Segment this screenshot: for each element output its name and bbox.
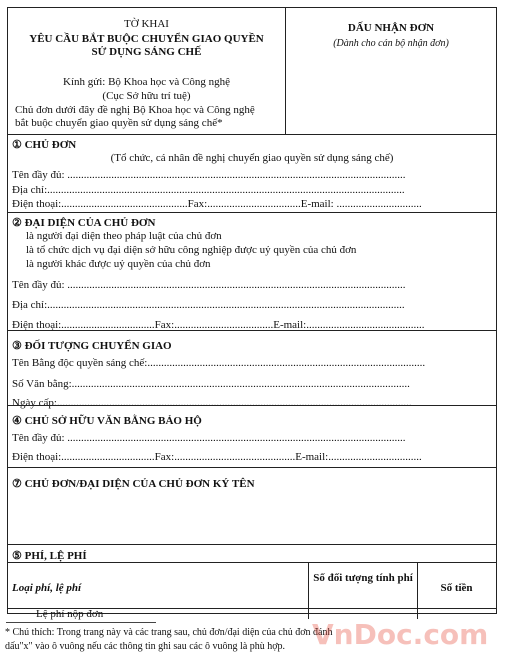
rep-address-field[interactable]: Địa chỉ:.................................................................................................................................. bbox=[12, 299, 405, 311]
recipient-line2: (Cục Sở hữu trí tuệ) bbox=[102, 90, 191, 102]
fee-col-amount: Số tiền bbox=[440, 582, 473, 594]
section-patent-owner bbox=[8, 405, 496, 467]
fee-col-type: Loại phí, lệ phí bbox=[12, 582, 82, 594]
section-signature bbox=[8, 467, 496, 544]
recipient-line1: Kính gửi: Bộ Khoa học và Công nghệ bbox=[63, 76, 230, 88]
section-fees-title: ⑤ PHÍ, LỆ PHÍ bbox=[12, 550, 87, 562]
section-transfer-object-title: ③ ĐỐI TƯỢNG CHUYỂN GIAO bbox=[12, 340, 172, 352]
watermark-logo: VnDoc.com bbox=[312, 618, 489, 651]
section-transfer-object bbox=[8, 330, 496, 410]
fee-row-filing-fee: Lệ phí nộp đơn bbox=[36, 608, 104, 620]
form-header bbox=[8, 8, 285, 134]
rep-name-field[interactable]: Tên đầy đủ: ........................................................................................................................... bbox=[12, 279, 406, 291]
request-form bbox=[7, 7, 497, 620]
form-title-line1: YÊU CẦU BẮT BUỘC CHUYỂN GIAO QUYỀN bbox=[29, 33, 264, 45]
request-line2: bắt buộc chuyển giao quyền sử dụng sáng chế* bbox=[15, 117, 223, 129]
form-title-line2: SỬ DỤNG SÁNG CHẾ bbox=[91, 46, 202, 58]
rep-contact-field[interactable]: Điện thoại:..................................Fax:....................................E-mail:........................................... bbox=[12, 319, 425, 331]
stamp-box-title: DẤU NHẬN ĐƠN bbox=[347, 22, 435, 34]
patent-name-field[interactable]: Tên Bằng độc quyền sáng chế:..................................................................................................... bbox=[12, 357, 426, 369]
section-representative-title: ② ĐẠI DIỆN CỦA CHỦ ĐƠN bbox=[12, 217, 156, 229]
fee-table-header bbox=[8, 562, 496, 611]
section-signature-title: ⑦ CHỦ ĐƠN/ĐẠI DIỆN CỦA CHỦ ĐƠN KÝ TÊN bbox=[12, 478, 255, 490]
footnote-line2: dấu"x" vào ô vuông nếu các thông tin ghi sau các ô vuông là phù hợp. bbox=[5, 641, 286, 652]
section-fees bbox=[8, 544, 496, 620]
rep-option-ip-agency[interactable]: là tổ chức dịch vụ đại diện sở hữu công nghiệp được uỷ quyền của chủ đơn bbox=[26, 244, 357, 256]
footnote-line1: * Chú thích: Trong trang này và các trang sau, chủ đơn/đại diện của chủ đơn đánh bbox=[5, 627, 333, 638]
fee-table-divider bbox=[308, 609, 309, 619]
owner-contact-field[interactable]: Điện thoại:..................................Fax:............................................E-mail:.................................. bbox=[12, 451, 422, 463]
owner-name-field[interactable]: Tên đầy đủ: ........................................................................................................................... bbox=[12, 432, 406, 444]
section-patent-owner-title: ④ CHỦ SỞ HỮU VĂN BẰNG BẢO HỘ bbox=[12, 415, 202, 427]
section-applicant-title: ① CHỦ ĐƠN bbox=[12, 139, 77, 151]
applicant-name-field[interactable]: Tên đầy đủ: ........................................................................................................................... bbox=[12, 169, 406, 181]
applicant-contact-field[interactable]: Điện thoại:..............................................Fax:..................................E-mail: ............................... bbox=[12, 198, 422, 210]
footnote-separator bbox=[6, 622, 156, 623]
fee-col-count: Số đối tượng tính phí bbox=[313, 572, 413, 584]
fee-table-divider bbox=[308, 563, 309, 611]
grant-date-field[interactable]: Ngày cấp:................................................................................................................................. bbox=[12, 397, 412, 409]
form-type: TỜ KHAI bbox=[124, 18, 169, 30]
request-line1: Chủ đơn dưới đây đề nghị Bộ Khoa học và Công nghệ bbox=[15, 104, 255, 116]
section-applicant bbox=[8, 134, 496, 212]
receipt-stamp-box bbox=[285, 8, 496, 134]
section-representative bbox=[8, 212, 496, 336]
section-applicant-subtitle: (Tổ chức, cá nhân đề nghị chuyển giao quyền sử dụng sáng chế) bbox=[110, 152, 394, 164]
rep-option-legal[interactable]: là người đại diện theo pháp luật của chủ đơn bbox=[26, 230, 222, 242]
rep-option-other[interactable]: là người khác được uỷ quyền của chủ đơn bbox=[26, 258, 211, 270]
patent-number-field[interactable]: Số Văn bằng:........................................................................................................................... bbox=[12, 378, 410, 390]
stamp-box-subtitle: (Dành cho cán bộ nhận đơn) bbox=[333, 38, 449, 49]
applicant-address-field[interactable]: Địa chỉ:.................................................................................................................................. bbox=[12, 184, 405, 196]
